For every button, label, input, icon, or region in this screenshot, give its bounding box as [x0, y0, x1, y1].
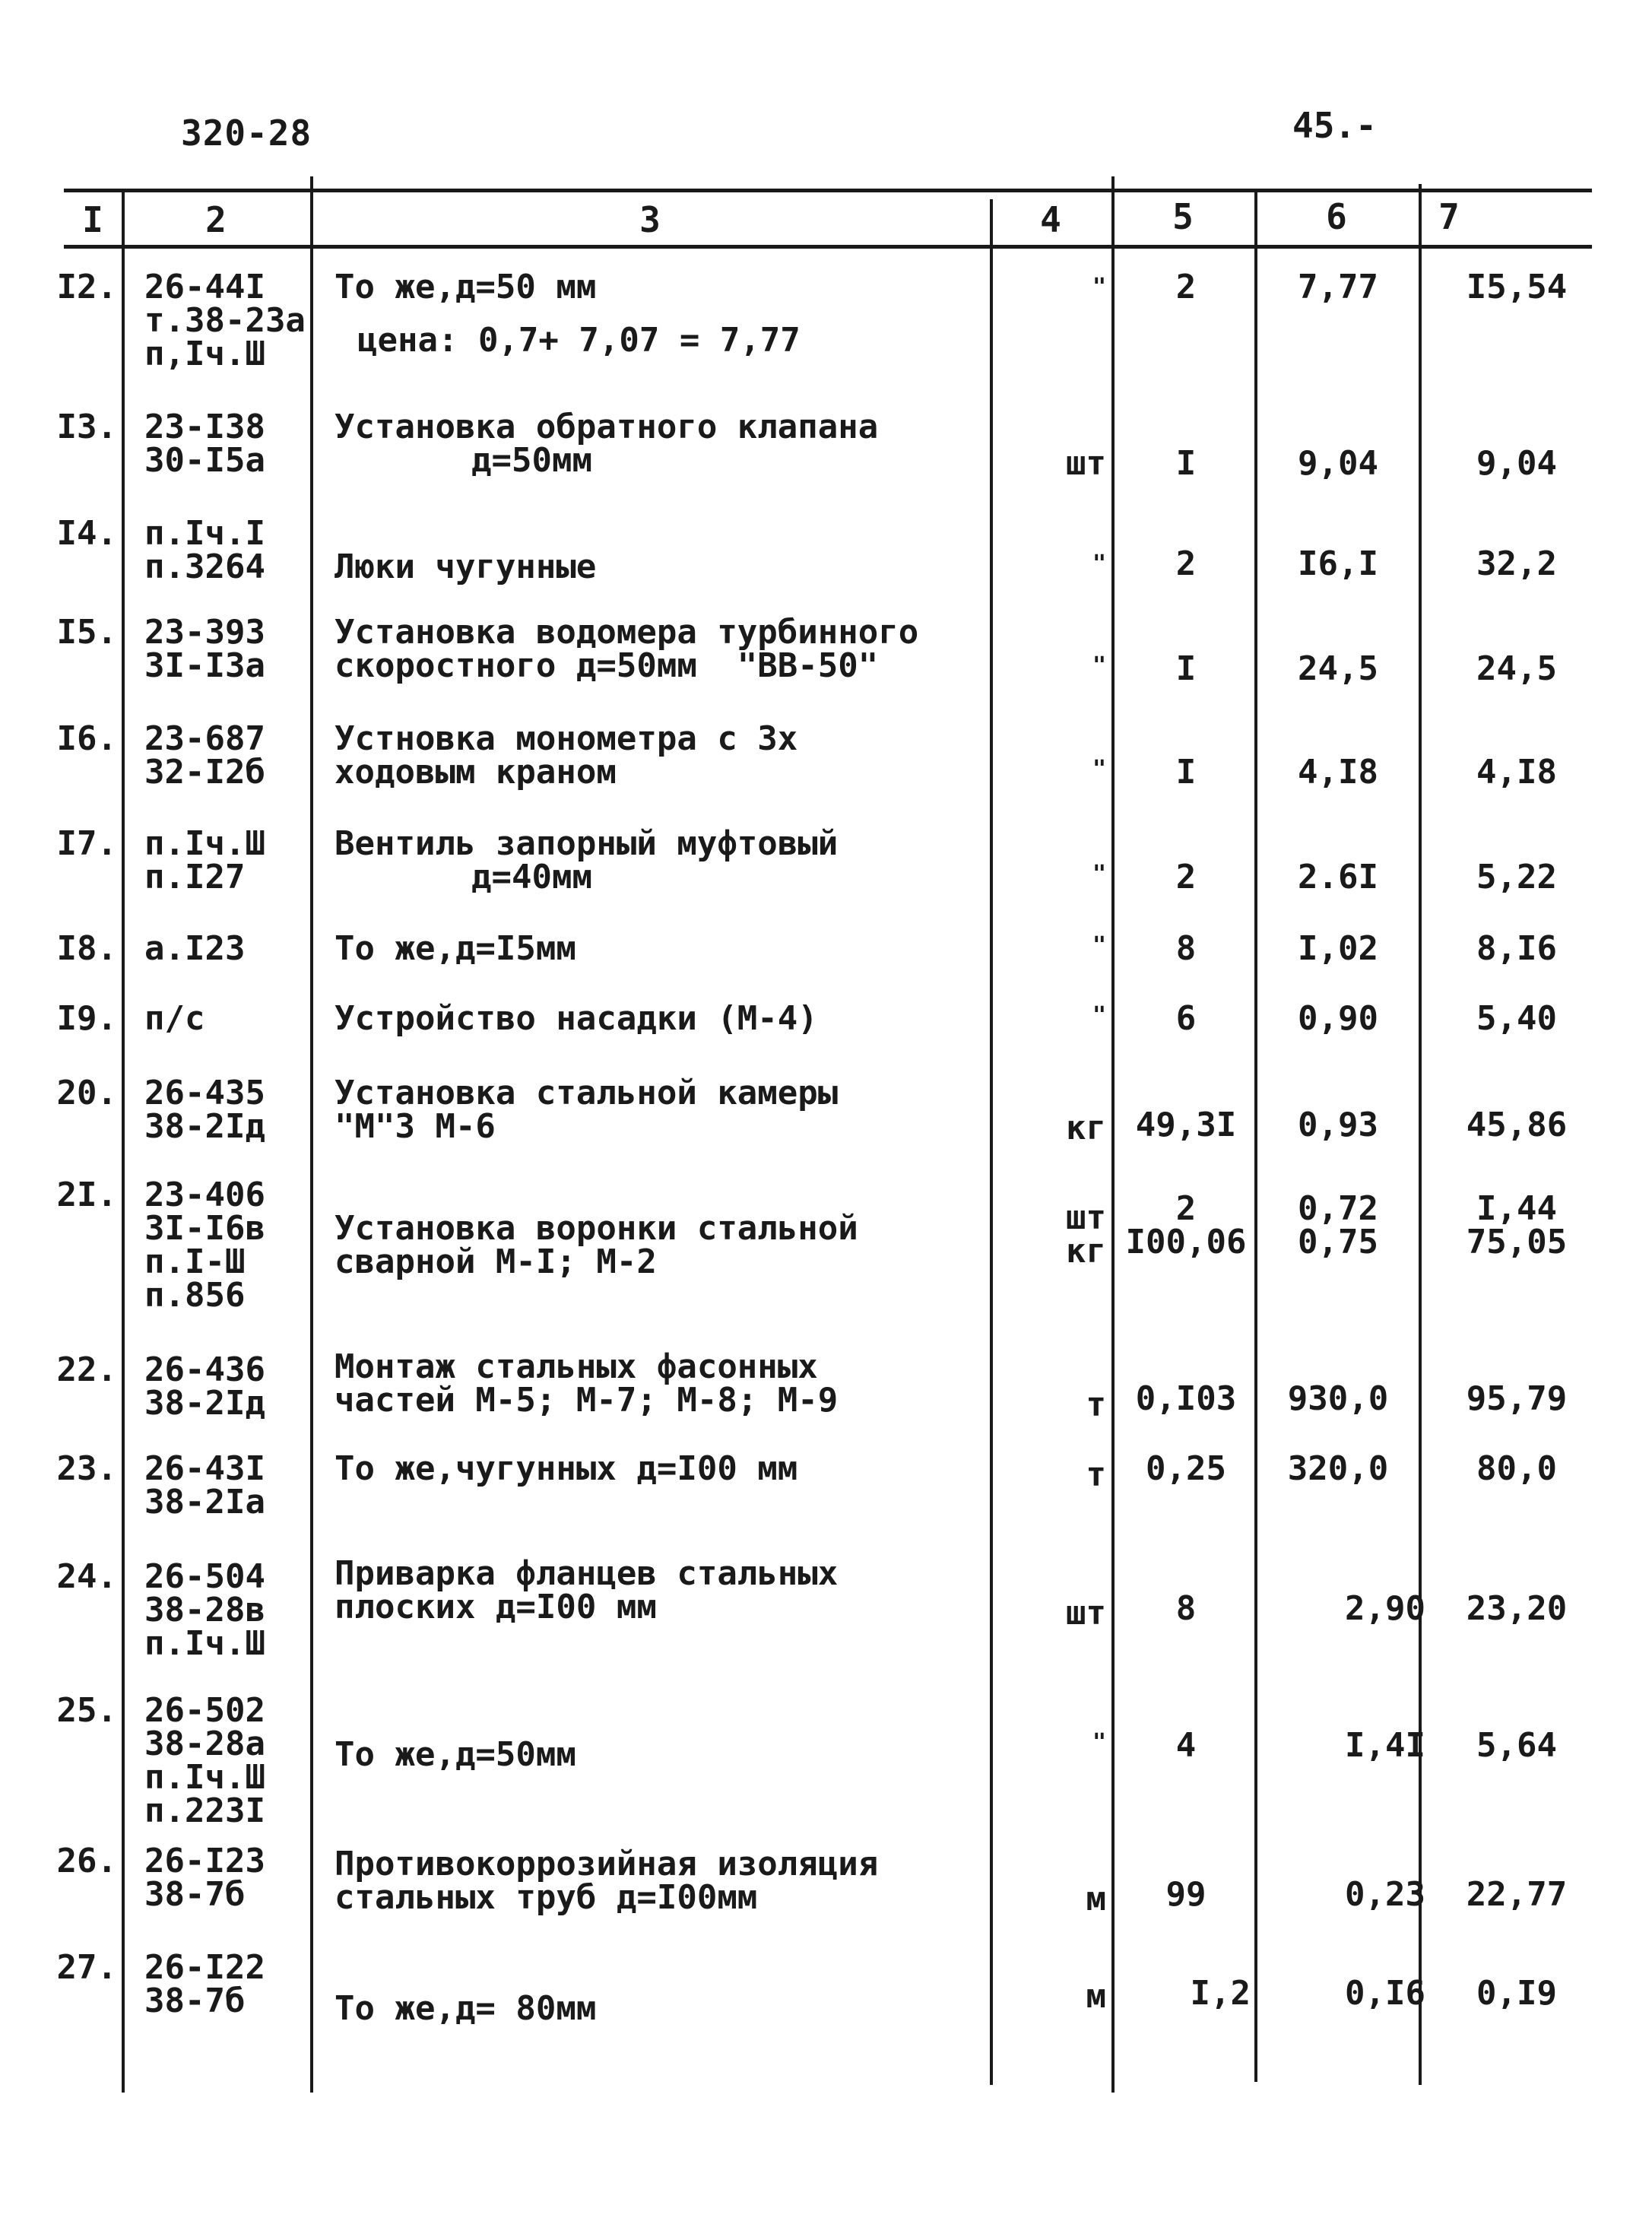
price-code: 26-I22 38-7б: [144, 1948, 265, 2020]
price-code: 26-435 38-2Iд: [144, 1074, 265, 1146]
column-divider-5: [1254, 189, 1257, 2082]
column-header-5: 5: [1172, 196, 1194, 237]
quantity: I: [1175, 753, 1197, 792]
unit: ": [1092, 551, 1106, 577]
total-cost: 5,64: [1476, 1726, 1557, 1765]
row-number: 27.: [56, 1948, 117, 1987]
unit-price: 320,0: [1287, 1449, 1389, 1488]
quantity: 2: [1175, 858, 1197, 896]
quantity: 2: [1175, 268, 1197, 306]
price-code: п.Iч.Ш п.I27: [144, 824, 265, 896]
work-description: Монтаж стальных фасонных частей М-5; М-7; М-8; М-9: [335, 1347, 839, 1420]
unit-price: 0,23: [1345, 1875, 1425, 1914]
total-cost: 24,5: [1476, 649, 1557, 688]
row-number: 26.: [56, 1842, 117, 1880]
unit: м: [1086, 1977, 1106, 2016]
column-divider-1: [122, 192, 125, 2093]
price-note: цена: 0,7+ 7,07 = 7,77: [357, 321, 801, 360]
work-description: Противокоррозийная изоляция стальных труб д=I00мм: [335, 1845, 879, 1917]
work-description-size: д=40мм: [471, 858, 592, 896]
unit: кг: [1066, 1109, 1106, 1147]
total-cost: I,44 75,05: [1466, 1189, 1568, 1261]
price-code: 26-44I т.38-23а п,Iч.Ш: [144, 268, 306, 373]
price-code: 23-393 3I-I3а: [144, 613, 265, 685]
total-cost: 22,77: [1466, 1875, 1568, 1914]
row-number: I3.: [56, 408, 117, 446]
work-description: То же,д=50 мм: [335, 268, 597, 306]
work-description: То же,чугунных д=I00 мм: [335, 1449, 798, 1488]
price-code: 23-406 3I-I6в п.I-Ш п.856: [144, 1176, 265, 1315]
unit-price: 0,I6: [1345, 1974, 1425, 2013]
price-code: 26-43I 38-2Iа: [144, 1449, 265, 1522]
total-cost: 45,86: [1466, 1106, 1568, 1144]
price-code: п/с: [144, 999, 205, 1038]
total-cost: 5,22: [1476, 858, 1557, 896]
work-description-size: д=50мм: [471, 441, 592, 480]
work-description: Приварка фланцев стальных плоских д=I00 мм: [335, 1554, 839, 1626]
quantity: I: [1175, 444, 1197, 483]
unit-price: 9,04: [1298, 444, 1378, 483]
unit: т: [1086, 1455, 1106, 1494]
page-number: 45.-: [1292, 105, 1377, 146]
quantity: I: [1175, 649, 1197, 688]
work-description: Установка воронки стальной сварной М-I; М-2: [335, 1209, 858, 1281]
total-cost: 95,79: [1466, 1379, 1568, 1418]
price-code: а.I23: [144, 929, 246, 968]
row-number: 20.: [56, 1074, 117, 1112]
total-cost: 0,I9: [1476, 1974, 1557, 2013]
row-number: 24.: [56, 1557, 117, 1596]
quantity: 0,25: [1146, 1449, 1226, 1488]
quantity: 4: [1175, 1726, 1197, 1765]
column-header-4: 4: [1040, 199, 1061, 240]
unit-price: I6,I: [1298, 544, 1378, 583]
unit-price: 7,77: [1298, 268, 1378, 306]
total-cost: 9,04: [1476, 444, 1557, 483]
unit-price: 0,90: [1298, 999, 1378, 1038]
total-cost: I5,54: [1466, 268, 1568, 306]
column-header-6: 6: [1326, 196, 1347, 237]
unit: ": [1092, 861, 1106, 887]
unit: м: [1086, 1880, 1106, 1918]
unit-price: 2.6I: [1298, 858, 1378, 896]
unit: ": [1092, 274, 1106, 300]
total-cost: 23,20: [1466, 1589, 1568, 1628]
quantity: 2 I00,06: [1125, 1189, 1247, 1261]
unit: шт: [1066, 1594, 1106, 1633]
work-description: Люки чугунные: [335, 547, 597, 586]
row-number: I2.: [56, 268, 117, 306]
row-number: 2I.: [56, 1176, 117, 1214]
unit: шт кг: [1066, 1198, 1106, 1271]
unit-price: 24,5: [1298, 649, 1378, 688]
work-description: Установка обратного клапана: [335, 408, 879, 446]
quantity: 6: [1175, 999, 1197, 1038]
price-code: 26-502 38-28а п.Iч.Ш п.223I: [144, 1691, 265, 1830]
work-description: Установка стальной камеры "М"3 М-6: [335, 1074, 839, 1146]
column-header-2: 2: [205, 199, 227, 240]
row-number: I7.: [56, 824, 117, 863]
work-description: Устройство насадки (М-4): [335, 999, 818, 1038]
price-code: 26-436 38-2Iд: [144, 1350, 265, 1423]
column-header-3: 3: [639, 199, 661, 240]
quantity: 0,I03: [1135, 1379, 1237, 1418]
quantity: 99: [1165, 1875, 1206, 1914]
total-cost: 5,40: [1476, 999, 1557, 1038]
row-number: I8.: [56, 929, 117, 968]
quantity: I,2: [1190, 1974, 1251, 2013]
column-header-1: I: [82, 199, 103, 240]
total-cost: 8,I6: [1476, 929, 1557, 968]
total-cost: 80,0: [1476, 1449, 1557, 1488]
unit-price: 2,90: [1345, 1589, 1425, 1628]
unit-price: 930,0: [1287, 1379, 1389, 1418]
price-code: 23-I38 30-I5а: [144, 408, 265, 480]
row-number: 25.: [56, 1691, 117, 1730]
row-number: 23.: [56, 1449, 117, 1488]
unit-price: 4,I8: [1298, 753, 1378, 792]
price-code: 26-504 38-28в п.Iч.Ш: [144, 1557, 265, 1663]
table-top-rule: [64, 189, 1592, 192]
work-description: Вентиль запорный муфтовый: [335, 824, 839, 863]
work-description: То же,д= 80мм: [335, 1989, 597, 2028]
row-number: I5.: [56, 613, 117, 652]
unit-price: 0,93: [1298, 1106, 1378, 1144]
row-number: I6.: [56, 719, 117, 758]
price-code: 23-687 32-I2б: [144, 719, 265, 792]
unit: шт: [1066, 444, 1106, 483]
work-description: То же,д=50мм: [335, 1735, 576, 1774]
unit-price: I,4I: [1345, 1726, 1425, 1765]
unit-price: I,02: [1298, 929, 1378, 968]
unit: т: [1086, 1385, 1106, 1424]
column-divider-6: [1419, 184, 1422, 2085]
quantity: 2: [1175, 544, 1197, 583]
header-bottom-rule: [64, 245, 1592, 249]
quantity: 8: [1175, 1589, 1197, 1628]
row-number: I9.: [56, 999, 117, 1038]
row-number: 22.: [56, 1350, 117, 1389]
work-description: Установка водомера турбинного скоростного д=50мм "ВВ-50": [335, 613, 919, 685]
document-code: 320-28: [181, 113, 312, 154]
price-code: п.Iч.I п.3264: [144, 514, 265, 586]
total-cost: 4,I8: [1476, 753, 1557, 792]
quantity: 8: [1175, 929, 1197, 968]
unit: ": [1092, 932, 1106, 959]
quantity: 49,3I: [1135, 1106, 1237, 1144]
price-code: 26-I23 38-7б: [144, 1842, 265, 1914]
unit: ": [1092, 1002, 1106, 1029]
total-cost: 32,2: [1476, 544, 1557, 583]
work-description: Устновка монометра с 3х ходовым краном: [335, 719, 798, 792]
unit: ": [1092, 1729, 1106, 1756]
work-description: То же,д=I5мм: [335, 929, 576, 968]
unit: ": [1092, 652, 1106, 679]
column-header-7: 7: [1438, 196, 1460, 237]
unit-price: 0,72 0,75: [1298, 1189, 1378, 1261]
row-number: I4.: [56, 514, 117, 553]
unit: ": [1092, 756, 1106, 782]
